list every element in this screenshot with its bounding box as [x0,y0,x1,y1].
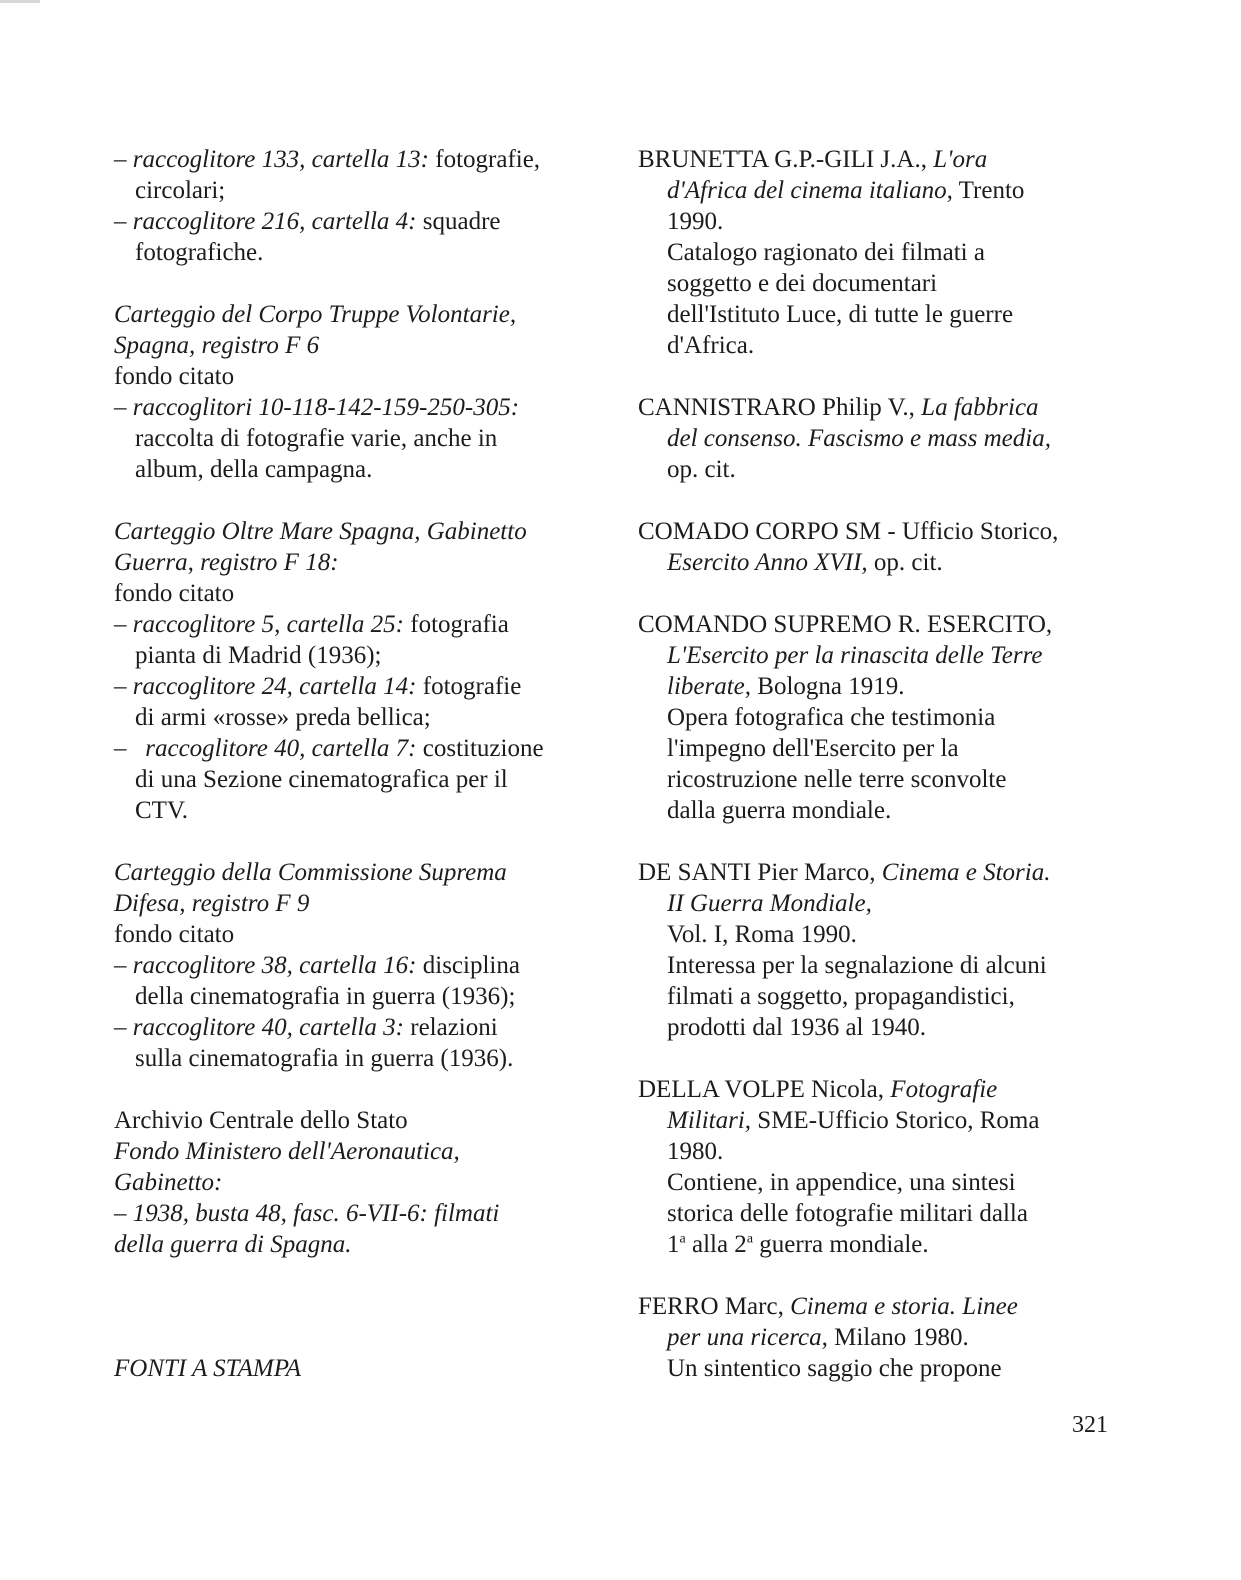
entry-line: raccolta di fotografie varie, anche in [135,425,498,452]
archive-entry-oltre-mare [114,516,594,826]
entry-line: fotografiche. [135,239,264,266]
entry-line: della cinematografia in guerra (1936); [135,983,516,1010]
entry-line: Catalogo ragionato dei filmati a [667,239,985,266]
entry-line: Archivio Centrale dello Stato [114,1107,408,1134]
entry-title: Guerra, registro F 18: [114,549,339,576]
entry-line: sulla cinematografia in guerra (1936). [135,1045,514,1072]
entry-line: Contiene, in appendice, una sintesi [667,1169,1016,1196]
entry-line: L'Esercito per la rinascita delle Terre [667,642,1043,669]
entry-line: album, della campagna. [135,456,373,483]
archive-entry-commissione [114,857,594,1074]
entry-line: soggetto e dei documentari [667,270,938,297]
entry-line: DE SANTI Pier Marco, Cinema e Storia. [638,859,1051,886]
entry-line: CTV. [135,797,189,824]
entry-title: Gabinetto: [114,1169,223,1196]
biblio-entry-ferro [638,1291,1118,1384]
entry-line: di armi «rosse» preda bellica; [135,704,431,731]
entry-line: Opera fotografica che testimonia [667,704,996,731]
entry-line: – raccoglitori 10-118-142-159-250-305: [114,394,520,421]
entry-line: fondo citato [114,363,235,390]
entry-line: per una ricerca, Milano 1980. [667,1324,969,1351]
entry-line: fondo citato [114,921,235,948]
biblio-entry-comando-supremo [638,609,1118,826]
entry-line: ricostruzione nelle terre sconvolte [667,766,1007,793]
entry-line: – raccoglitore 24, cartella 14: fotografie [114,673,522,700]
entry-line: – raccoglitore 5, cartella 25: fotografia [114,611,509,638]
entry-line: filmati a soggetto, propagandistici, [667,983,1015,1010]
entry-title: Carteggio della Commissione Suprema [114,859,507,886]
entry-line: – raccoglitore 133, cartella 13: fotografie, [114,146,541,173]
page-number: 321 [1072,1412,1108,1438]
entry-title: Spagna, registro F 6 [114,332,320,359]
entry-line: di una Sezione cinematografica per il [135,766,508,793]
entry-line: II Guerra Mondiale, [667,890,872,917]
entry-line: – raccoglitore 38, cartella 16: disciplina [114,952,520,979]
left-column [114,144,594,1384]
entry-line: COMANDO SUPREMO R. ESERCITO, [638,611,1053,638]
entry-line: – raccoglitore 216, cartella 4: squadre [114,208,501,235]
section-heading: FONTI A STAMPA [114,1355,302,1382]
entry-line: Esercito Anno XVII, op. cit. [667,549,943,576]
entry-line: pianta di Madrid (1936); [135,642,382,669]
entry-line: fondo citato [114,580,235,607]
entry-line: del consenso. Fascismo e mass media, [667,425,1051,452]
entry-line: FERRO Marc, Cinema e storia. Linee [638,1293,1018,1320]
entry-line: op. cit. [667,456,736,483]
entry-line: – raccoglitore 40, cartella 3: relazioni [114,1014,498,1041]
entry-title: Fondo Ministero dell'Aeronautica, [114,1138,460,1165]
scan-edge-mark [0,0,40,3]
archive-entry-list-cont [114,144,594,268]
entry-line: 1$^a$ alla 2$^a$ guerra mondiale. [667,1231,929,1258]
right-column [638,144,1118,1415]
entry-line: d'Africa. [667,332,755,359]
entry-line: Vol. I, Roma 1990. [667,921,857,948]
entry-line: – 1938, busta 48, fasc. 6-VII-6: filmati [114,1200,500,1227]
biblio-entry-cannistraro [638,392,1118,485]
entry-line: liberate, Bologna 1919. [667,673,905,700]
entry-title: Carteggio Oltre Mare Spagna, Gabinetto [114,518,527,545]
biblio-entry-brunetta [638,144,1118,361]
archive-entry-ctv [114,299,594,485]
entry-line: BRUNETTA G.P.-GILI J.A., L'ora [638,146,988,173]
entry-line: prodotti dal 1936 al 1940. [667,1014,926,1041]
biblio-entry-della-volpe [638,1074,1118,1260]
entry-title: Difesa, registro F 9 [114,890,310,917]
biblio-entry-comado [638,516,1118,578]
entry-line: d'Africa del cinema italiano, Trento [667,177,1025,204]
entry-line: Un sintentico saggio che propone [667,1355,1002,1382]
entry-line: l'impegno dell'Esercito per la [667,735,959,762]
entry-line: dell'Istituto Luce, di tutte le guerre [667,301,1014,328]
archive-entry-aeronautica [114,1105,594,1260]
entry-line: storica delle fotografie militari dalla [667,1200,1028,1227]
entry-title: Carteggio del Corpo Truppe Volontarie, [114,301,517,328]
entry-line: CANNISTRARO Philip V., La fabbrica [638,394,1039,421]
section-gap [114,1291,594,1353]
entry-line: 1980. [667,1138,724,1165]
entry-line: circolari; [135,177,226,204]
entry-line: della guerra di Spagna. [114,1231,352,1258]
entry-line: dalla guerra mondiale. [667,797,892,824]
entry-line: Militari, SME-Ufficio Storico, Roma [667,1107,1040,1134]
entry-line: 1990. [667,208,724,235]
entry-line: DELLA VOLPE Nicola, Fotografie [638,1076,998,1103]
entry-line: – raccoglitore 40, cartella 7: costituzione [114,735,544,762]
entry-line: Interessa per la segnalazione di alcuni [667,952,1047,979]
biblio-entry-de-santi [638,857,1118,1043]
entry-line: COMADO CORPO SM - Ufficio Storico, [638,518,1059,545]
